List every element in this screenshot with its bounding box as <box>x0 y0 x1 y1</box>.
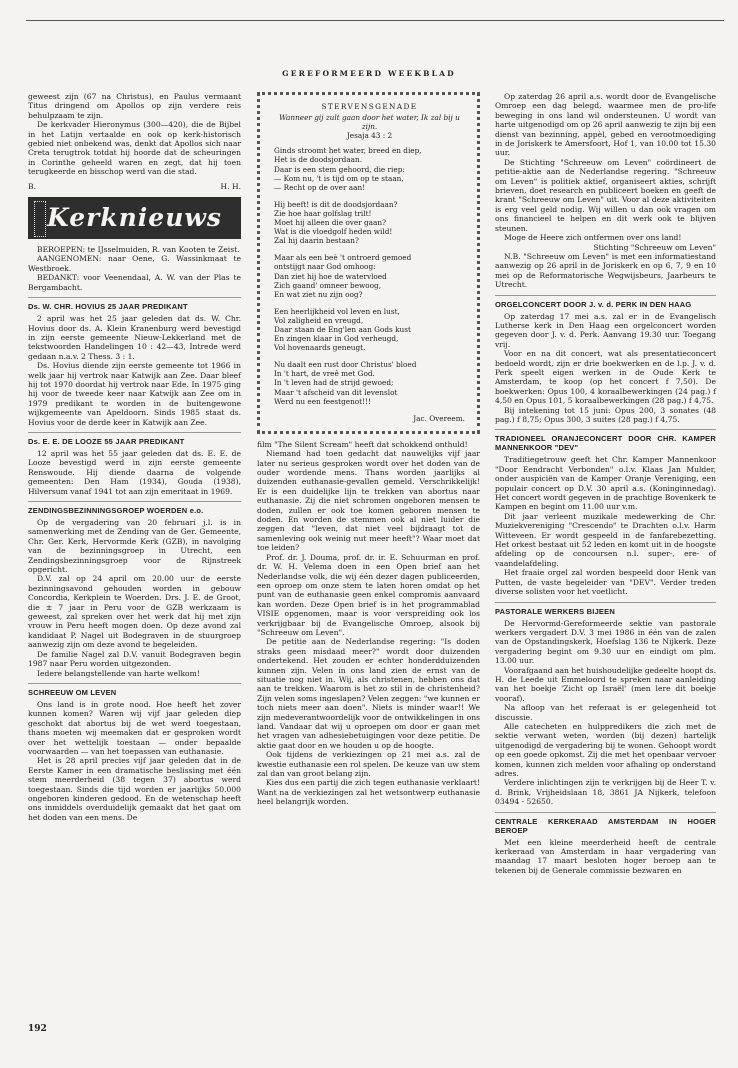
section-heading: Ds. E. E. DE LOOZE 55 JAAR PREDIKANT <box>28 432 241 446</box>
section-heading: Ds. W. CHR. HOVIUS 25 JAAR PREDIKANT <box>28 297 241 311</box>
paragraph: Bij intekening tot 15 juni: Opus 200, 3 sonates (48 pag.) f 8,75; Opus 300, 3 suites (28 pag.) f 4,75. <box>495 405 716 424</box>
paragraph: Voorafgaand aan het huishoudelijke gedeelte hoopt ds. H. de Leede uit Emmeloord te spreken naar aanleiding van het boekje 'Zicht op Israël' (men lere dit boekje vooraf). <box>495 665 716 703</box>
paragraph: Prof. dr. J. Douma, prof. dr. ir. E. Schuurman en prof. dr. W. H. Velema doen in een Open brief aan het Nederlandse volk, die wij één dezer dagen publiceerden, een oproep om onze stem te laten horen omdat op het punt van de euthanasie geen enkel compromis aanvaard kan worden. Deze Open brief is in het programmablad VISIE opgenomen, maar is voor verspreiding ook los verkrijgbaar bij de Evangelische Omroep, alsook bij "Schreeuw om Leven". <box>257 552 480 637</box>
poem-box <box>257 92 480 434</box>
paragraph: N.B. "Schreeuw om Leven" is met een informatiestand aanwezig op 26 april in de Joriskerk en op 6, 7, 9 en 10 mei op de Reformatorische Wegwijsbeurs, Jaarbeurs te Utrecht. <box>495 251 716 290</box>
column-2 <box>257 92 480 807</box>
section-heading: CENTRALE KERKERAAD AMSTERDAM IN HOGER BEROEP <box>495 812 716 835</box>
poem-line: Zich gaand' omneer bewoog, <box>274 280 382 290</box>
poem-line: Daar staan de Eng'len aan Gods kust <box>274 324 411 334</box>
paragraph: 12 april was het 55 jaar geleden dat ds. E. E. de Looze bevestigd werd in zijn eerste gemeente Renswoude. Hij diende daarna de volgende gemeenten: Den Ham (1934), Gouda (1938), Hilversum vanaf 1941 tot aan zijn emeritaat in 1969. <box>28 448 241 496</box>
poem-title: STERVENSGENADE <box>321 102 418 111</box>
section-heading: ZENDINGSBEZINNINGSGROEP WOERDEN e.o. <box>28 501 241 515</box>
poem-line: Nu daalt een rust door Christus' bloed <box>274 360 417 370</box>
news-item: BEDANKT: voor Veenendaal, A. W. van der Plas te Bergambacht. <box>28 273 241 292</box>
poem-line: Dan ziet hij hoe de watervloed <box>274 271 387 281</box>
paragraph: Iedere belangstellende van harte welkom! <box>37 668 200 678</box>
poem-line: Maar 't afscheid van dit levenslot <box>274 387 398 397</box>
paragraph: Traditiegetrouw geeft het Chr. Kamper Mannenkoor "Door Eendracht Verbonden" o.l.v. Klaas Jan Mulder, onder auspiciën van de Kamper Oranje Vereniging, een populair concert op D.V. 30 april a.s. (Koninginnedag). Het concert wordt gegeven in de prachtige Bovenkerk te Kampen en begint om 11.00 uur v.m. <box>495 455 716 512</box>
poem-line: Daar is een stem gehoord, die riep: <box>274 164 405 174</box>
intro-text <box>28 92 241 177</box>
poem-stanza <box>274 253 465 298</box>
top-rule <box>26 20 724 21</box>
paragraph: Het fraaie orgel zal worden bespeeld door Henk van Putten, de vaste begeleider van "DEV". Verder treden diverse solisten voor het voetlicht. <box>495 568 716 597</box>
poem-line: Vol zaligheid en vreugd, <box>274 315 364 325</box>
stichting-signature: Stichting "Schreeuw om Leven" <box>593 242 716 252</box>
poem-stanza <box>274 200 465 245</box>
paragraph: De Stichting "Schreeuw om Leven" coördineert de petitie-aktie aan de Nederlandse regering. "Schreeuw om Leven" is politiek aktief, organiseert akties, schrijft brieven, doet research en publiceert boeken en geeft de krant "Schreeuw om Leven" uit. Voor al deze aktiviteiten is erg veel geld nodig. Wij willen u dan ook vragen om ons financieel te helpen en dit werk ook te blijven steunen. <box>495 157 716 233</box>
poem-line: In 't hart, de vreê met God. <box>274 369 375 379</box>
poem-stanza <box>274 146 465 191</box>
poem-line: Wat is die vloedgolf heden wild! <box>274 227 393 237</box>
poem-line: Het is de doodsjordaan. <box>274 155 363 165</box>
paragraph: Voor en na dit concert, wat als presentatieconcert bedoeld wordt, zijn er drie boekwerken en de l.p. J. v. d. Perk speelt eigen werken in de Oude Kerk te Amsterdam, te koop (op het concert f 7,50). De boekwerken: Opus 100, 4 koraalbewerkingen (24 pag.) f 4,50 en Opus 101, 5 koraalbewerkingen (28 pag.) f 4,75. <box>495 349 716 406</box>
paragraph: Met een kleine meerderheid heeft de centrale kerkeraad van Amsterdam in haar vergadering van maandag 17 maart besloten hoger beroep aan te tekenen bij de Generale commissie bezwaren en <box>495 837 716 875</box>
poem-stanza <box>274 307 465 352</box>
poem-line: In 't leven had de strijd gewoed; <box>274 378 394 388</box>
paragraph: Op zaterdag 17 mei a.s. zal er in de Evangelisch Lutherse kerk in Den Haag een orgelconcert worden gegeven door J. v. d. Perk. Aanvang 19.30 uur. Toegang vrij. <box>495 311 716 349</box>
poem-line: Vol hovenaards geneugt. <box>274 343 366 353</box>
paragraph: geweest zijn (67 na Christus), en Paulus vermaant Titus dringend om Apollos op zijn verdere reis behulpzaam te zijn. <box>28 92 241 120</box>
church-icon <box>34 201 46 237</box>
paragraph: Het is 28 april precies vijf jaar geleden dat in de Eerste Kamer in een dramatische beslissing met één stem meerderheid (38 tegen 37) abortus werd toegestaan. Sinds die tijd worden er jaarlijks 50.000 ongeboren kinderen gedood. En de wetenschap heeft ons inmiddels overduidelijk gemaakt dat het gaat om het doden van een mens. De <box>28 756 241 822</box>
page-number: 192 <box>28 1024 47 1034</box>
poem-line: Werd nu een feestgenot!!! <box>274 396 371 406</box>
column-1 <box>28 92 241 822</box>
paragraph: De familie Nagel zal D.V. vanuit Bodegraven begin 1987 naar Peru worden uitgezonden. <box>28 649 241 669</box>
section-heading: ORGELCONCERT DOOR J. v. d. PERK IN DEN HAAG <box>495 295 716 309</box>
paragraph: Dit jaar verleent muzikale medewerking de Chr. Muziekvereniging "Crescendo" te Drachten o.l.v. Harm Witteveen. Er wordt gespeeld in de fanfarebezetting. Het orkest bestaat uit 52 leden en komt uit in de hoogste afdeling op de concoursen n.l. super-, ere- of vaandelafdeling. <box>495 511 716 568</box>
poem-reference: Jesaja 43 : 2 <box>346 131 393 141</box>
logo-text: Kerknieuws <box>47 203 222 233</box>
paragraph: Na afloop van het referaat is er gelegenheid tot discussie. <box>495 703 716 722</box>
poem-line: Een heerlijkheid vol leven en lust, <box>274 306 400 316</box>
paragraph: Kies dus een partij die zich tegen euthanasie verklaart! Want na de verkiezingen zal het wetsontwerp euthanasie heel belangrijk worden. <box>257 778 480 807</box>
poem-line: Hij beeft! is dit de doodsjordaan? <box>274 199 398 209</box>
paragraph: D.V. zal op 24 april om 20.00 uur de eerste bezinningsavond gehouden worden in gebouw Concordia, Kerkplein te Woerden. Drs. J. E. de Groot, die ± 7 jaar in Peru voor de GZB werkzaam is geweest, zal spreken over het werk dat hij met zijn vrouw in Peru heeft mogen doen. Op deze avond zal kandidaat P. Nagel uit Bodegraven in de stuurgroep aanwezig zijn om deze avond te begeleiden. <box>28 574 241 650</box>
poem-intro: Wanneer gij zult gaan door het water, Ik zal bij u zijn. <box>279 113 460 132</box>
paragraph: film "The Silent Scream" heeft dat schokkend onthuld! <box>257 439 468 449</box>
poem-author: Jac. Overeem. <box>413 413 465 423</box>
section-heading: PASTORALE WERKERS BIJEEN <box>495 602 716 616</box>
poem-line: Maar als een beè 't ontroerd gemoed <box>274 253 412 263</box>
paragraph: Verdere inlichtingen zijn te verkrijgen bij de Heer T. v. d. Brink, Vrijheidslaan 18, 3861 JA Nijkerk, telefoon 03494 - 52650. <box>495 778 716 807</box>
paragraph: Op zaterdag 26 april a.s. wordt door de Evangelische Omroep een dag belegd, waarmee men de pro-life beweging in ons land wil ondersteunen. U wordt van harte uitgenodigd om op 26 april aanwezig te zijn bij een dienst van bezinning, appèl, gebed en verootmoediging in de Joriskerk te Amersfoort, Hof 1, van 10.00 tot 15.30 uur. <box>495 92 716 158</box>
paragraph: Ds. Hovius diende zijn eerste gemeente tot 1966 in welk jaar hij vertrok naar Katwijk aan Zee. Daar bleef hij tot 1970 doordat hij vertrok naar Ede. In 1975 ging hij voor de tweede keer naar Katwijk aan Zee om in 1979 predikant te worden in de buitengewone wijkgemeente van Apeldoorn. Sinds 1985 staat ds. Hovius voor de derde keer in Katwijk aan Zee. <box>28 361 241 427</box>
poem-stanzas <box>274 146 465 405</box>
poem-line: En zingen klaar in God verheugd, <box>274 334 399 344</box>
paragraph: Ook tijdens de verkiezingen op 21 mei a.s. zal de kwestie euthanasie een rol spelen. De keuze van uw stem zal dan van groot belang zijn. <box>257 750 480 779</box>
signature-left: B. <box>28 181 36 191</box>
paragraph: 2 april was het 25 jaar geleden dat ds. W. Chr. Hovius door ds. A. Klein Kranenburg werd bevestigd in zijn eerste gemeente Nieuw-Lekkerland met de tekstwoorden Handelingen 10 : 42—43, Intrede werd gedaan n.a.v. 2 Thess. 3 : 1. <box>28 314 241 361</box>
signature <box>28 182 241 191</box>
poem-line: En wat ziet nu zijn oog? <box>274 289 363 299</box>
section-heading: SCHREEUW OM LEVEN <box>28 683 241 697</box>
poem-stanza <box>274 360 465 405</box>
poem-line: Zal hij daarin bestaan? <box>274 236 359 246</box>
paragraph: Niemand had toen gedacht dat nauwelijks vijf jaar later nu serieus gesproken wordt over het doden van de ouder wordende mens. Thans worden jaarlijks al duizenden euthanasie-gevallen gemeld. Verschrikkelijk! Er is een duidelijke lijn te trekken van abortus naar euthanasie. Zij die niet schromen ongeboren mensen te doden, zullen er ook toe komen geboren mensen te doden. En worden de stemmen ook al niet luider die zeggen dat "leven, dat niet veel bijdraagt tot de samenleving ook weinig nut meer heeft"? Waar moet dat toe leiden? <box>257 449 480 553</box>
poem-line: — Kom nu, 't is tijd om op te staan, <box>274 173 404 183</box>
poem-line: Zie hoe haar golfslag trilt! <box>274 208 372 218</box>
paragraph: De petitie aan de Nederlandse regering: "Is doden straks geen misdaad meer?" wordt door duizenden ondertekend. Het zouden er echter honderdduizenden kunnen zijn. Velen in ons land zien de ernst van de situatie nog niet in. Wij, als christenen, hebben ons dat aan te trekken. Waarom is het zo stil in de christenheid? Zijn velen soms ingeslapen? Velen zeggen: "we kunnen er toch niets meer aan doen". Niets is minder waar!! We zijn medeverantwoordelijk voor de ontwikkelingen in ons land. Vandaar dat wij u oproepen om door er gaan met het vragen van adhesiebetuigingen voor deze petitie. De aktie gaat door en we houden u op de hoogte. <box>257 637 480 750</box>
poem-line: Ginds stroomt het water, breed en diep, <box>274 146 422 156</box>
section-heading: TRADIONEEL ORANJECONCERT DOOR CHR. KAMPER MANNENKOOR "DEV" <box>495 429 716 452</box>
column-3 <box>495 92 716 875</box>
poem-line: Moet hij alleen die over gaan? <box>274 218 386 228</box>
paragraph: Moge de Heere zich ontfermen over ons land! <box>504 233 682 243</box>
kerknieuws-logo <box>28 197 241 239</box>
paragraph: Ons land is in grote nood. Hoe heeft het zover kunnen komen? Waren wij vijf jaar geleden diep geschokt dat abortus bij de wet werd toegestaan, thans moeten wij meemaken dat er gesproken wordt over het wettelijk toestaan — onder bepaalde voorwaarden — van het toepassen van euthanasie. <box>28 699 241 756</box>
signature-right: H. H. <box>220 181 241 191</box>
poem-line: — Recht op de over aan! <box>274 182 366 192</box>
paragraph: De kerkvader Hieronymus (300—420), die de Bijbel in het Latijn vertaalde en ook op kerk-historisch gebied niet onbekend was, denkt dat Apollos sich naar Creta terugtrok totdat hij hoorde dat de scheuringen in Corinthe geheeld waren en zegt, dat hij toen terugkeerde en bisschop werd van die stad. <box>28 120 241 177</box>
paragraph: De Hervormd-Gereformeerde sektie van pastorale werkers vergadert D.V. 3 mei 1986 in één van de zalen van de Opstandingskerk, Hoefslag 136 te Nijkerk. Deze vergadering begint om 9.30 uur en eindigt om plm. 13.00 uur. <box>495 618 716 666</box>
paragraph: Alle catecheten en hulppredikers die zich met de sektie verwant weten, worden (bij dezen) hartelijk uitgenodigd de vergadering bij te wonen. Gehoopt wordt op een goede opkomst. Zij die met het openbaar vervoer komen, kunnen zich melden voor afhaling op onderstand adres. <box>495 721 716 778</box>
masthead: GEREFORMEERD WEEKBLAD <box>282 69 456 78</box>
poem-line: ontstijgt naar God omhoog: <box>274 262 376 272</box>
news-item: AANGENOMEN: naar Oene, G. Wassinkmaat te Westbroek. <box>28 254 241 273</box>
paragraph: Op de vergadering van 20 februari j.l. is in samenwerking met de Zending van de Ger. Gemeente, Chr. Ger. Kerk, Hervormde Kerk (GZB), in navolging van de bezinningsgroep in Utrecht, een Zendingsbezinningsgroep voor de Rijnstreek opgericht. <box>28 518 241 575</box>
news-item: BEROEPEN: te IJsselmuiden, R. van Kooten te Zeist. <box>37 245 240 255</box>
